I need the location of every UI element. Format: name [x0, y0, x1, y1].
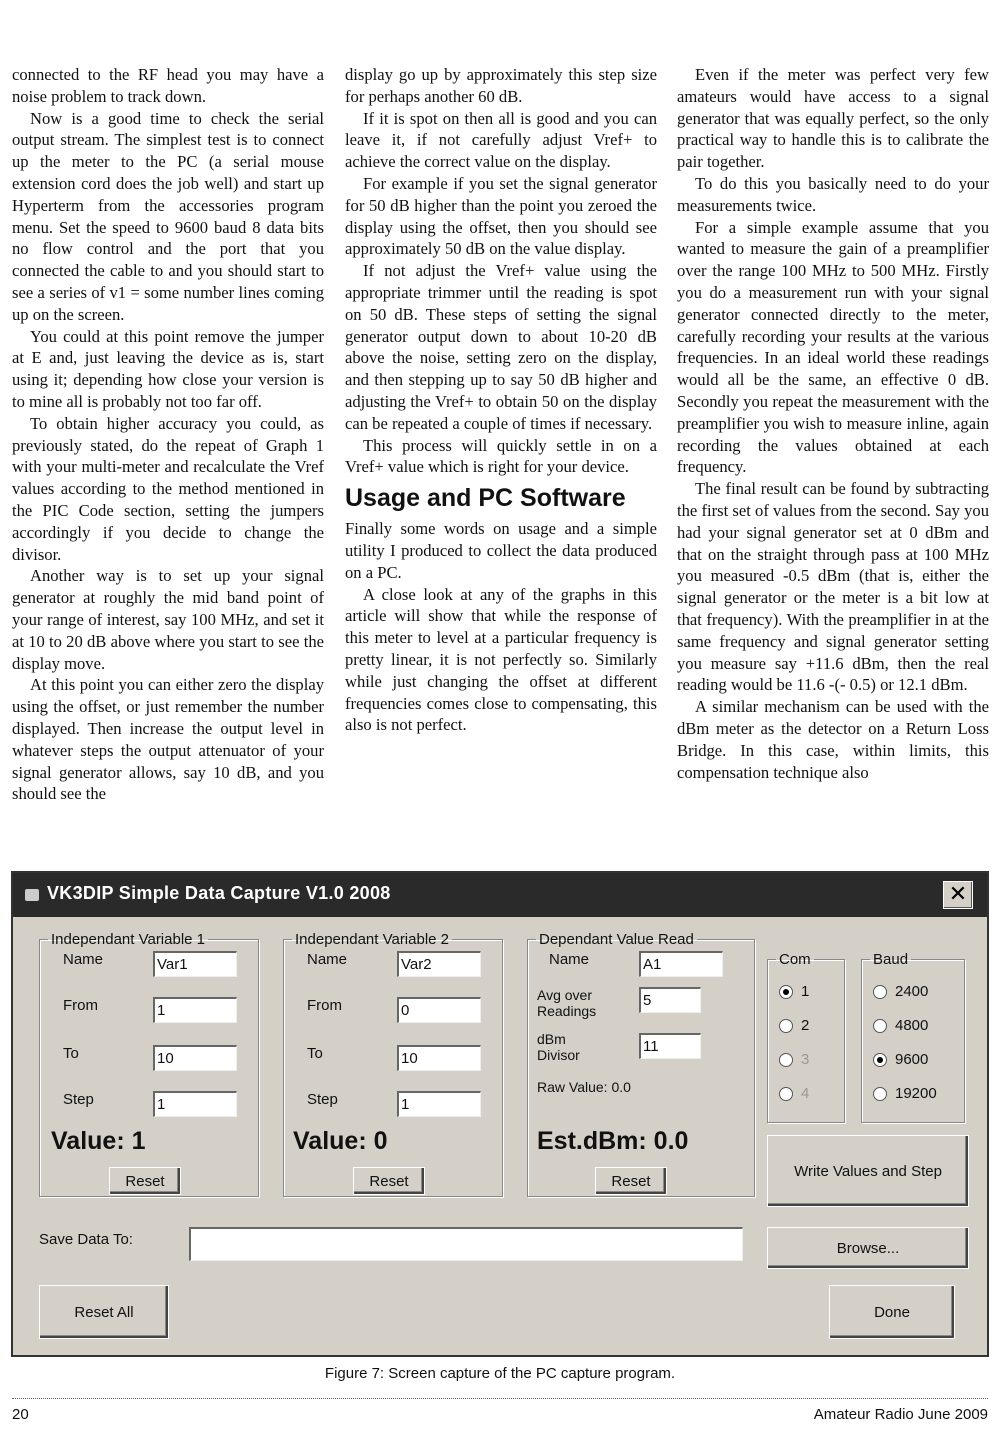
paragraph: If it is spot on then all is good and you can leave it, if not carefully adjust Vref+ to achieve the correct value on the display. [345, 108, 657, 172]
to-label: To [63, 1045, 79, 1062]
from-label: From [63, 997, 98, 1014]
var2-name-input[interactable]: Var2 [397, 951, 481, 977]
name-label: Name [549, 951, 590, 968]
paragraph: display go up by approximately this step size for perhaps another 60 dB. [345, 65, 657, 106]
var2-step-input[interactable]: 1 [397, 1091, 481, 1117]
com-radio-2[interactable] [779, 1017, 809, 1034]
paragraph: If not adjust the Vref+ value using the appropriate trimmer until the reading is spot on 50 dB. These steps of setting the signal generator output down to about 10-20 dB above the noise, setting zero on the display, and then stepping up to say 50 dB higher and adjusting the Vref+ to obtain 50 on the display can be repeated a couple of times if necessary. [345, 261, 657, 433]
name-label: Name [307, 951, 348, 968]
paragraph: You could at this point remove the jumper at E and, just leaving the device as is, start using it; depending how close your version is to mine all is probably not too far off. [12, 326, 324, 411]
done-button[interactable]: Done [829, 1285, 955, 1339]
radio-dot [873, 1087, 887, 1101]
write-values-button[interactable]: Write Values and Step [767, 1135, 969, 1207]
step-label: Step [63, 1091, 94, 1108]
group-legend: Baud [873, 951, 909, 968]
radio-dot [873, 985, 887, 999]
close-button[interactable]: ✕ [943, 881, 973, 909]
radio-dot [873, 1053, 887, 1067]
divisor-label-line1: dBm [537, 1031, 566, 1047]
var1-name-input[interactable]: Var1 [153, 951, 237, 977]
from-label: From [307, 997, 342, 1014]
step-label: Step [307, 1091, 338, 1108]
var2-to-input[interactable]: 10 [397, 1045, 481, 1071]
to-label: To [307, 1045, 323, 1062]
com-radio-1[interactable] [779, 983, 809, 1000]
radio-dot [779, 1053, 793, 1067]
paragraph: To do this you basically need to do your measurements twice. [677, 173, 989, 215]
radio-label: 4800 [895, 1017, 929, 1034]
com-radio-4[interactable] [779, 1085, 809, 1102]
page-number: 20 [12, 1406, 29, 1423]
capture-window [11, 871, 989, 1357]
var1-reset-button[interactable]: Reset [109, 1167, 181, 1195]
var1-value-readout: Value: 1 [51, 1127, 146, 1155]
paragraph: A close look at any of the graphs in this article will show that while the response of this meter to level at a particular frequency is pretty linear, it is not perfectly so. Similarly while just changing the offset at different frequencies comes close to compensating, this also is not perfect. [345, 584, 657, 735]
paragraph: For a simple example assume that you wanted to measure the gain of a preamplifier over the range 100 MHz to 500 MHz. Firstly you do a measurement run with your signal generator connected directly to the meter, carefully recording your results at the various frequencies. In an ideal world these readings would all be the same, an effective 0 dB. Secondly you repeat the measurement with the preamplifier you wish to measure inline, again recording the values obtained at each frequency. [677, 217, 989, 477]
column-1 [12, 64, 324, 805]
group-legend: Com [779, 951, 811, 968]
paragraph: A similar mechanism can be used with the dBm meter as the detector on a Return Loss Bridge. In this case, within limits, this compensation technique also [677, 697, 989, 782]
baud-radio-9600[interactable] [873, 1051, 928, 1068]
radio-dot [779, 985, 793, 999]
radio-label: 2400 [895, 983, 929, 1000]
baud-radio-2400[interactable] [873, 983, 928, 1000]
paragraph: Finally some words on usage and a simple utility I produced to collect the data produced on a PC. [345, 519, 657, 582]
var1-step-input[interactable]: 1 [153, 1091, 237, 1117]
paragraph: For example if you set the signal generator for 50 dB higher than the point you zeroed the display using the offset, then you should see approximately 50 dB on the value display. [345, 173, 657, 259]
publication-footer: Amateur Radio June 2009 [813, 1406, 988, 1423]
browse-button[interactable]: Browse... [767, 1227, 969, 1269]
group-legend: Independant Variable 1 [51, 931, 206, 948]
radio-label: 19200 [895, 1085, 937, 1102]
group-legend: Dependant Value Read [539, 931, 694, 948]
var2-reset-button[interactable]: Reset [353, 1167, 425, 1195]
dep-name-input[interactable]: A1 [639, 951, 723, 977]
baud-radio-19200[interactable] [873, 1085, 937, 1102]
paragraph: The final result can be found by subtracting the first set of values from the second. Say you had your signal generator set at 0 dBm and that on the straight through pass at 100 MHz you measured -0.5 dBm (that is, either the signal generator or the meter is a bit low at that frequency). With the preamplifier in at the same frequency and signal generator setting you measure say +11.6 dBm, then the real reading would be 11.6 -(- 0.5) or 12.1 dBm. [677, 479, 989, 695]
baud-radio-4800[interactable] [873, 1017, 928, 1034]
avg-readings-input[interactable]: 5 [639, 987, 701, 1013]
radio-label: 3 [801, 1051, 810, 1068]
save-path-input[interactable] [189, 1227, 743, 1261]
radio-label: 1 [801, 983, 810, 1000]
paragraph: At this point you can either zero the display using the offset, or just remember the number displayed. Then increase the output level in whatever steps the output attenuator of your signal generator allows, say 10 dB, and you should see the [12, 675, 324, 804]
radio-label: 9600 [895, 1051, 929, 1068]
radio-label: 2 [801, 1017, 810, 1034]
divisor-label [537, 1031, 580, 1063]
radio-label: 4 [801, 1085, 810, 1102]
var2-from-input[interactable]: 0 [397, 997, 481, 1023]
radio-dot [779, 1087, 793, 1101]
paragraph: To obtain higher accuracy you could, as previously stated, do the repeat of Graph 1 with your multi-meter and recalculate the Vref values according to the method mentioned in the PIC Code section, setting the jumpers accordingly if you decide to change the divisor. [12, 413, 324, 564]
radio-dot [779, 1019, 793, 1033]
reset-all-button[interactable]: Reset All [39, 1285, 169, 1339]
name-label: Name [63, 951, 104, 968]
var1-from-input[interactable]: 1 [153, 997, 237, 1023]
column-2 [345, 64, 657, 736]
column-3 [677, 64, 989, 783]
est-dbm-readout: Est.dBm: 0.0 [537, 1127, 689, 1155]
divisor-label-line2: Divisor [537, 1047, 580, 1063]
var1-to-input[interactable]: 10 [153, 1045, 237, 1071]
footer-divider [12, 1398, 988, 1399]
group-legend: Independant Variable 2 [295, 931, 450, 948]
paragraph: Even if the meter was perfect very few amateurs would have access to a signal generator that was equally perfect, so the only practical way to handle this is to calibrate the pair together. [677, 65, 989, 172]
paragraph: This process will quickly settle in on a Vref+ value which is right for your device. [345, 435, 657, 477]
paragraph: connected to the RF head you may have a noise problem to track down. [12, 65, 324, 106]
var2-value-readout: Value: 0 [293, 1127, 388, 1155]
figure-caption: Figure 7: Screen capture of the PC capture program. [324, 1365, 676, 1382]
dep-reset-button[interactable]: Reset [595, 1167, 667, 1195]
com-radio-3[interactable] [779, 1051, 809, 1068]
avg-label-line2: Readings [537, 1003, 597, 1019]
dbm-divisor-input[interactable]: 11 [639, 1033, 701, 1059]
section-heading: Usage and PC Software [345, 484, 626, 513]
paragraph: Now is a good time to check the serial output stream. The simplest test is to connect up the meter to the PC (a serial mouse extension cord does the job well) and start up Hyperterm from the accessories program menu. Set the speed to 9600 baud 8 data bits no flow control and the port that you connected the cable to and you should start to see a series of v1 = some number lines coming up on the screen. [12, 108, 324, 324]
avg-label-line1: Avg over [537, 987, 592, 1003]
app-icon [25, 889, 39, 901]
title-bar[interactable] [13, 873, 987, 917]
save-data-label: Save Data To: [39, 1231, 133, 1248]
avg-label [537, 987, 596, 1019]
raw-value-readout: Raw Value: 0.0 [537, 1079, 631, 1095]
paragraph: Another way is to set up your signal generator at roughly the mid band point of your range of interest, say 100 MHz, and set it at 10 to 20 dB above where you start to see the display move. [12, 566, 324, 673]
window-title: VK3DIP Simple Data Capture V1.0 2008 [47, 883, 391, 903]
radio-dot [873, 1019, 887, 1033]
